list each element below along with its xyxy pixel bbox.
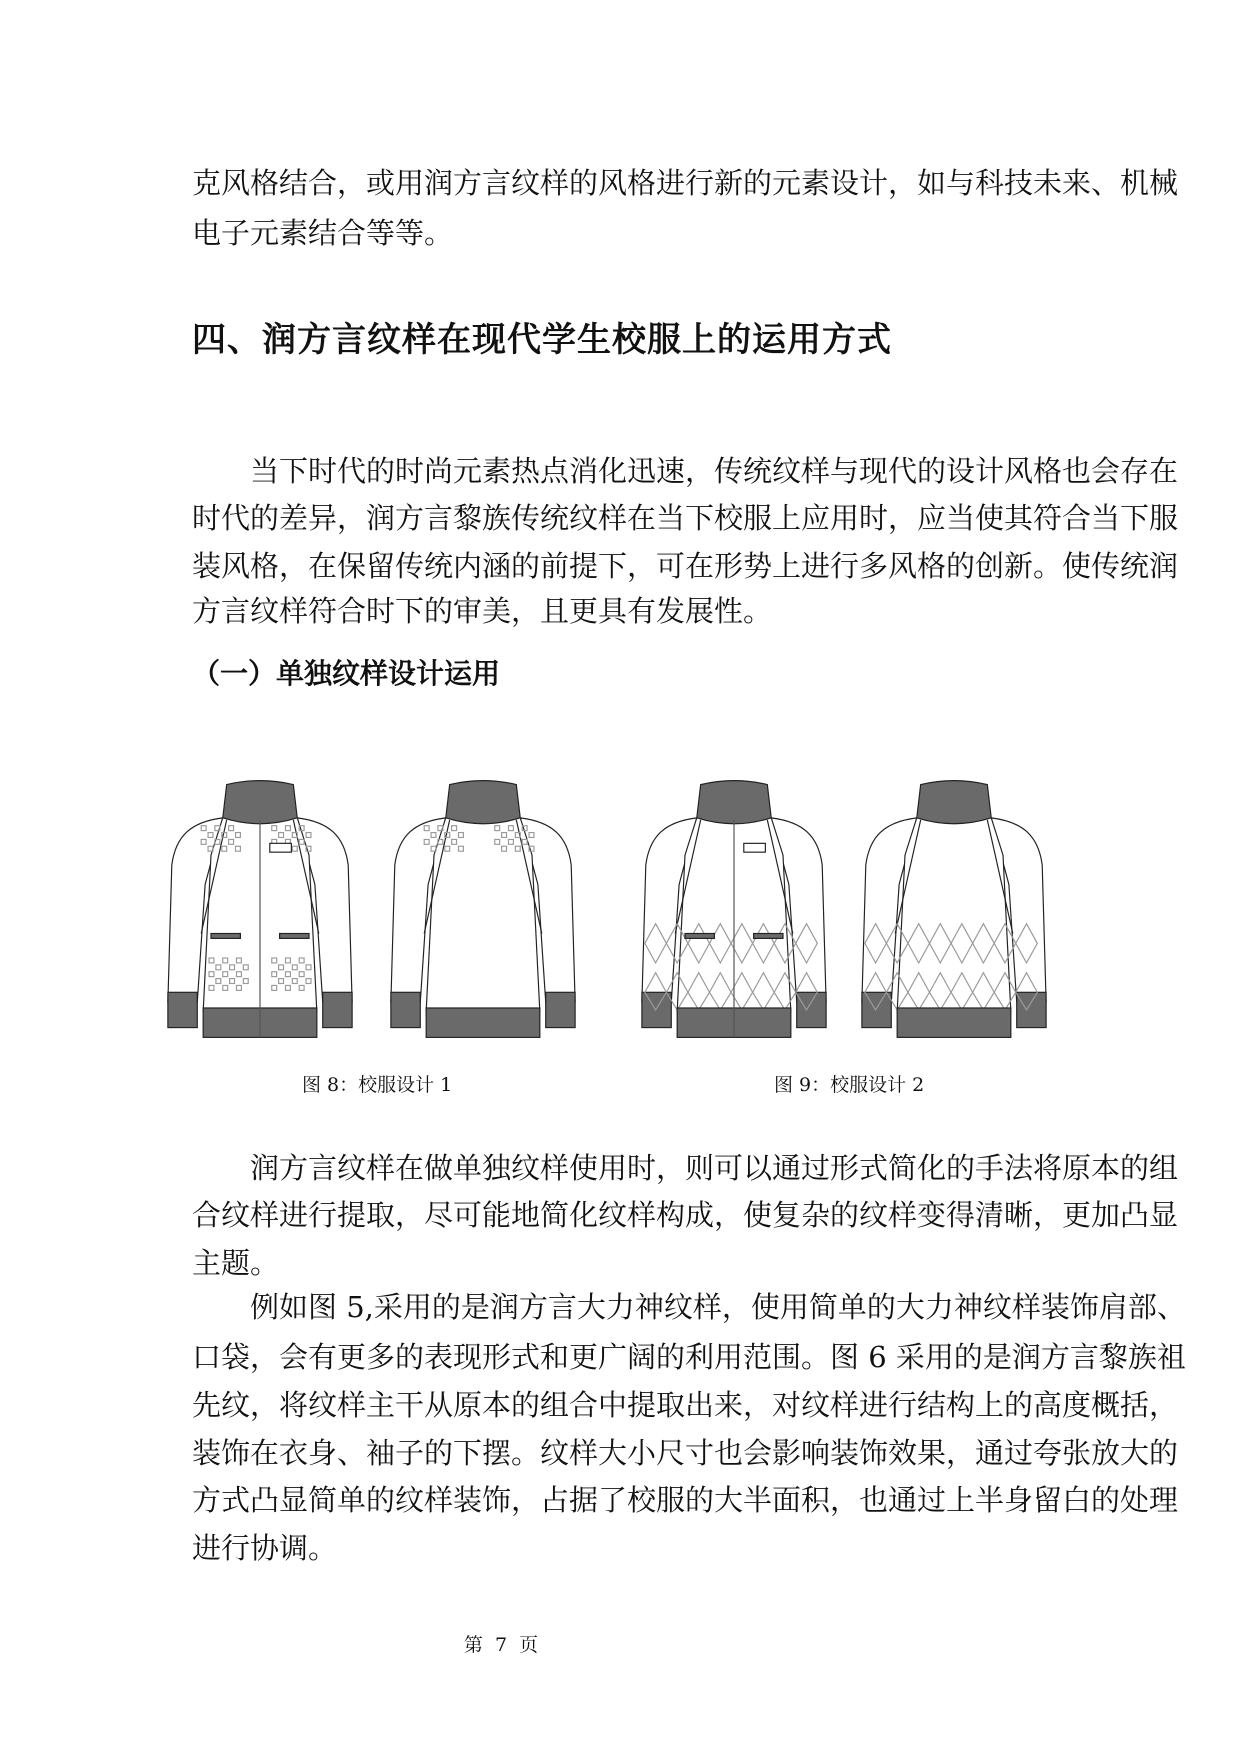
collar	[917, 781, 991, 824]
text-line: 口袋，会有更多的表现形式和更广阔的利用范围。图 6 采用的是润方言黎族祖	[192, 1340, 1186, 1374]
pocket	[211, 934, 240, 939]
chest-badge	[270, 843, 292, 852]
text-line: 方言纹样符合时下的审美，且更具有发展性。	[192, 594, 773, 628]
figure-caption: 图 8：校服设计 1	[302, 1074, 453, 1096]
text-line: 润方言纹样在做单独纹样使用时，则可以通过形式简化的手法将原本的组	[250, 1151, 1179, 1185]
pocket	[280, 934, 309, 939]
cuff	[391, 992, 420, 1027]
text-line: 主题。	[192, 1246, 280, 1280]
cuff	[642, 992, 671, 1027]
text-line: 进行协调。	[192, 1531, 338, 1565]
subsection-heading: （一）单独纹样设计运用	[192, 657, 501, 690]
cuff	[1017, 992, 1046, 1027]
text-line: 克风格结合，或用润方言纹样的风格进行新的元素设计，如与科技未来、机械	[192, 166, 1179, 200]
pocket	[754, 934, 783, 939]
figure-caption: 图 9：校服设计 2	[774, 1074, 925, 1096]
section-heading: 四、润方言纹样在现代学生校服上的运用方式	[192, 320, 892, 360]
collar	[697, 781, 771, 824]
text-line: 装风格，在保留传统内涵的前提下，可在形势上进行多风格的创新。使传统润	[192, 549, 1179, 583]
uniform-2-front-illustration	[636, 776, 832, 1042]
text-line: 当下时代的时尚元素热点消化迅速，传统纹样与现代的设计风格也会存在	[250, 454, 1179, 488]
cuff	[546, 992, 575, 1027]
cuff	[168, 992, 197, 1027]
cuff	[797, 992, 826, 1027]
collar	[446, 781, 520, 824]
text-line: 先纹，将纹样主干从原本的组合中提取出来，对纹样进行结构上的高度概括，	[192, 1388, 1179, 1422]
hem-rib	[897, 1008, 1011, 1037]
hem-rib	[426, 1008, 540, 1037]
page-number: 第 7 页	[463, 1634, 539, 1656]
chest-badge	[744, 843, 766, 852]
cuff	[323, 992, 352, 1027]
text-line: 电子元素结合等等。	[192, 216, 454, 250]
text-line: 例如图 5,采用的是润方言大力神纹样，使用简单的大力神纹样装饰肩部、	[250, 1290, 1186, 1324]
uniform-1-front-illustration	[162, 776, 358, 1042]
uniform-1-back-illustration	[385, 776, 581, 1042]
pocket	[685, 934, 714, 939]
uniform-2-back-illustration	[856, 776, 1052, 1042]
text-line: 时代的差异，润方言黎族传统纹样在当下校服上应用时，应当使其符合当下服	[192, 501, 1179, 535]
text-line: 合纹样进行提取，尽可能地简化纹样构成，使复杂的纹样变得清晰，更加凸显	[192, 1198, 1179, 1232]
cuff	[862, 992, 891, 1027]
text-line: 装饰在衣身、袖子的下摆。纹样大小尺寸也会影响装饰效果，通过夸张放大的	[192, 1436, 1179, 1470]
collar	[223, 781, 297, 824]
text-line: 方式凸显简单的纹样装饰，占据了校服的大半面积，也通过上半身留白的处理	[192, 1483, 1179, 1517]
